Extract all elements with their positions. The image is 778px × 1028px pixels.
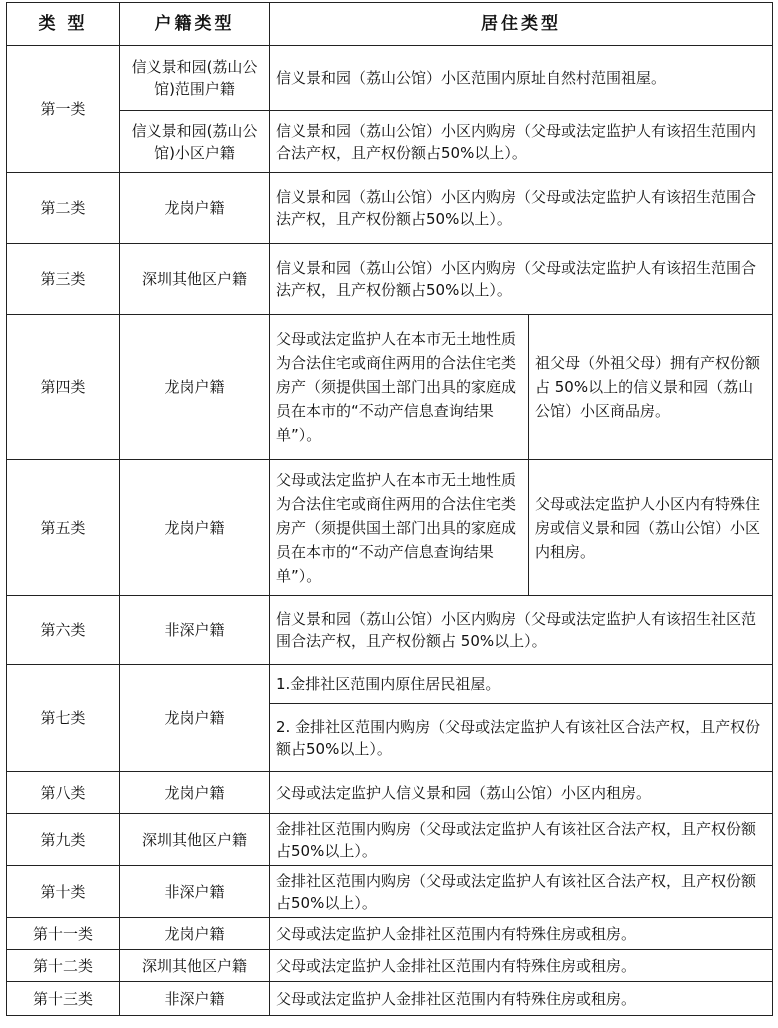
category-cell: 第十类 [7,866,120,918]
residence-cell-left: 父母或法定监护人在本市无土地性质为合法住宅或商住两用的合法住宅类房产（须提供国土部门出具的家庭成员在本市的“不动产信息查询结果单”）。 [270,460,529,596]
residence-cell: 信义景和园（荔山公馆）小区内购房（父母或法定监护人有该招生社区范围合法产权，且产权份额占 50%以上）。 [270,596,773,665]
huji-cell: 信义景和园(荔山公馆)范围户籍 [120,46,270,111]
huji-cell: 非深户籍 [120,596,270,665]
table-row [7,460,773,596]
table-row [7,46,773,111]
residence-cell: 父母或法定监护人金排社区范围内有特殊住房或租房。 [270,918,773,950]
table-row [7,111,773,173]
category-cell: 第十一类 [7,918,120,950]
admission-category-table [6,2,773,1016]
category-cell: 第十三类 [7,982,120,1016]
category-cell: 第三类 [7,244,120,315]
table-row [7,244,773,315]
residence-cell: 信义景和园（荔山公馆）小区内购房（父母或法定监护人有该招生范围内合法产权，且产权份额占50%以上）。 [270,111,773,173]
table-row [7,596,773,665]
residence-cell: 信义景和园（荔山公馆）小区内购房（父母或法定监护人有该招生范围合法产权，且产权份额占50%以上）。 [270,173,773,244]
residence-cell: 金排社区范围内购房（父母或法定监护人有该社区合法产权，且产权份额占50%以上）。 [270,866,773,918]
residence-cell: 父母或法定监护人金排社区范围内有特殊住房或租房。 [270,950,773,982]
residence-cell: 金排社区范围内购房（父母或法定监护人有该社区合法产权，且产权份额占50%以上）。 [270,814,773,866]
huji-cell: 龙岗户籍 [120,918,270,950]
huji-cell: 龙岗户籍 [120,772,270,814]
header-category: 类 型 [7,3,120,46]
category-cell: 第一类 [7,46,120,173]
residence-cell-right: 父母或法定监护人小区内有特殊住房或信义景和园（荔山公馆）小区内租房。 [529,460,773,596]
huji-cell: 龙岗户籍 [120,173,270,244]
huji-cell: 龙岗户籍 [120,315,270,460]
category-cell: 第十二类 [7,950,120,982]
table-row [7,866,773,918]
residence-cell-right: 祖父母（外祖父母）拥有产权份额占 50%以上的信义景和园（荔山公馆）小区商品房。 [529,315,773,460]
table-row [7,950,773,982]
category-cell: 第八类 [7,772,120,814]
table-row [7,918,773,950]
residence-cell: 1.金排社区范围内原住居民祖屋。 [270,665,773,704]
huji-cell: 龙岗户籍 [120,665,270,772]
huji-cell: 非深户籍 [120,982,270,1016]
category-cell: 第九类 [7,814,120,866]
huji-cell: 深圳其他区户籍 [120,244,270,315]
residence-cell: 父母或法定监护人信义景和园（荔山公馆）小区内租房。 [270,772,773,814]
admission-table-wrapper [6,2,773,1016]
huji-cell: 深圳其他区户籍 [120,950,270,982]
table-row [7,173,773,244]
category-cell: 第六类 [7,596,120,665]
huji-cell: 深圳其他区户籍 [120,814,270,866]
table-row [7,772,773,814]
residence-cell: 信义景和园（荔山公馆）小区范围内原址自然村范围祖屋。 [270,46,773,111]
header-residence-type: 居住类型 [270,3,773,46]
huji-cell: 信义景和园(荔山公馆)小区户籍 [120,111,270,173]
header-row [7,3,773,46]
header-huji-type: 户籍类型 [120,3,270,46]
huji-cell: 非深户籍 [120,866,270,918]
category-cell: 第二类 [7,173,120,244]
huji-cell: 龙岗户籍 [120,460,270,596]
residence-cell: 信义景和园（荔山公馆）小区内购房（父母或法定监护人有该招生范围合法产权，且产权份额占50%以上）。 [270,244,773,315]
category-cell: 第五类 [7,460,120,596]
table-row [7,315,773,460]
table-row [7,814,773,866]
residence-cell: 父母或法定监护人金排社区范围内有特殊住房或租房。 [270,982,773,1016]
category-cell: 第七类 [7,665,120,772]
category-cell: 第四类 [7,315,120,460]
table-row [7,665,773,704]
table-row [7,982,773,1016]
residence-cell: 2. 金排社区范围内购房（父母或法定监护人有该社区合法产权，且产权份额占50%以上）。 [270,704,773,772]
residence-cell-left: 父母或法定监护人在本市无土地性质为合法住宅或商住两用的合法住宅类房产（须提供国土部门出具的家庭成员在本市的“不动产信息查询结果单”）。 [270,315,529,460]
